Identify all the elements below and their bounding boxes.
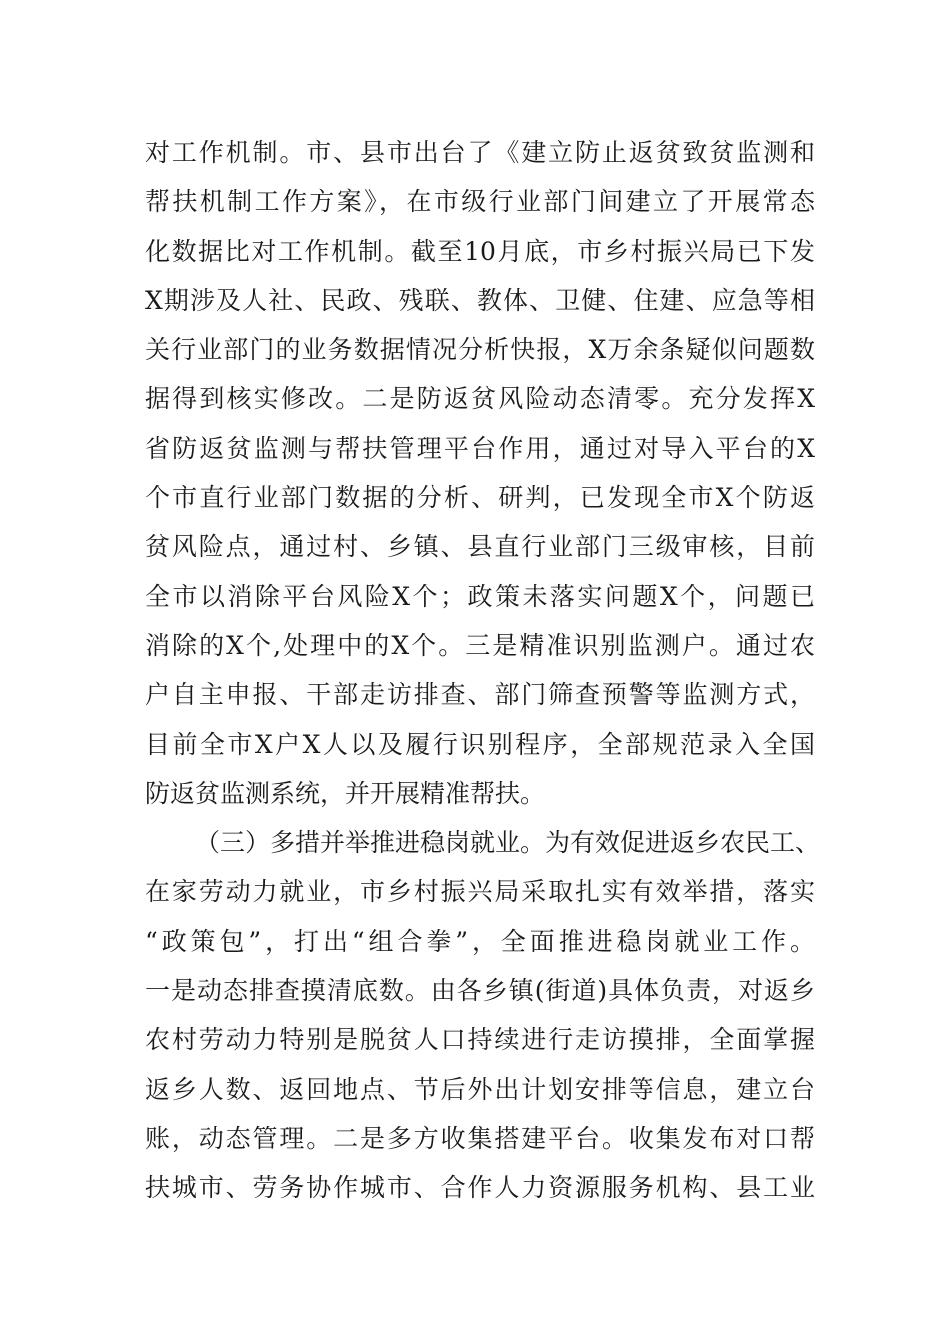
- text-line: 目前全市X户X人以及履行识别程序，全部规范录入全国: [145, 729, 815, 759]
- text-line: 个市直行业部门数据的分析、研判，已发现全市X个防返: [145, 483, 815, 513]
- text-line: 据得到核实修改。二是防返贫风险动态清零。充分发挥X: [145, 384, 815, 414]
- text-line: 农村劳动力特别是脱贫人口持续进行走访摸排，全面掌握: [145, 1025, 815, 1055]
- text-line: 在家劳动力就业，市乡村振兴局采取扎实有效举措，落实: [145, 877, 815, 907]
- text-line: 防返贫监测系统，并开展精准帮扶。: [145, 778, 546, 808]
- text-line: X期涉及人社、民政、残联、教体、卫健、住建、应急等相: [145, 285, 815, 315]
- text-line: 贫风险点，通过村、乡镇、县直行业部门三级审核，目前: [145, 532, 815, 562]
- body-text: [145, 128, 821, 1213]
- text-line: 扶城市、劳务协作城市、合作人力资源服务机构、县工业: [145, 1173, 815, 1203]
- text-line: 返乡人数、返回地点、节后外出计划安排等信息，建立台: [145, 1074, 815, 1104]
- text-line: 全市以消除平台风险X个；政策未落实问题X个，问题已: [145, 581, 815, 611]
- text-line: 一是动态排查摸清底数。由各乡镇(街道)具体负责，对返乡: [145, 976, 815, 1006]
- text-line: 账，动态管理。二是多方收集搭建平台。收集发布对口帮: [145, 1123, 815, 1153]
- section-heading-line: （三）多措并举推进稳岗就业。为有效促进返乡农民工、: [195, 828, 821, 858]
- text-line: 化数据比对工作机制。截至10月底，市乡村振兴局已下发: [145, 236, 815, 266]
- text-line: 帮扶机制工作方案》，在市级行业部门间建立了开展常态: [145, 187, 815, 217]
- text-line: “政策包”，打出“组合拳”，全面推进稳岗就业工作。: [145, 926, 815, 956]
- text-line: 省防返贫监测与帮扶管理平台作用，通过对导入平台的X: [145, 433, 815, 463]
- text-line: 消除的X个,处理中的X个。三是精准识别监测户。通过农: [145, 630, 815, 660]
- text-line: 户自主申报、干部走访排查、部门筛查预警等监测方式，: [145, 680, 815, 710]
- text-line: 对工作机制。市、县市出台了《建立防止返贫致贫监测和: [145, 138, 815, 167]
- text-line: 关行业部门的业务数据情况分析快报，X万余条疑似问题数: [145, 335, 815, 365]
